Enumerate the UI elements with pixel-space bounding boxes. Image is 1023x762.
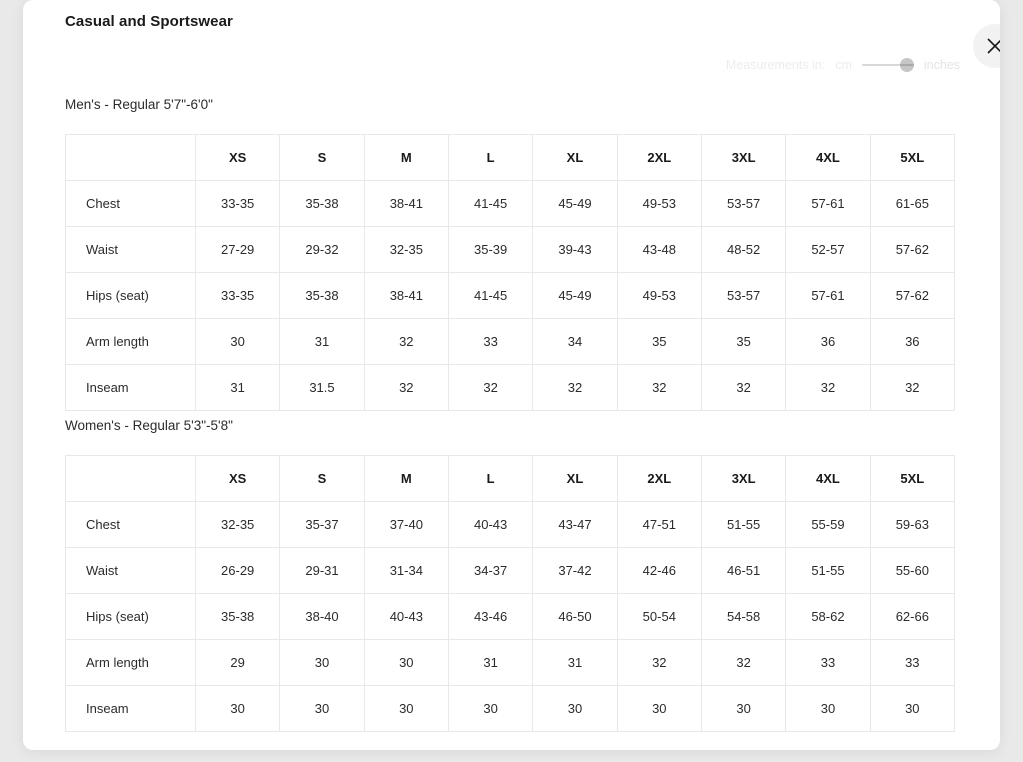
table-cell: 43-46 xyxy=(448,594,532,640)
table-cell: 36 xyxy=(786,319,870,365)
table-row xyxy=(66,319,955,365)
column-header: 3XL xyxy=(701,456,785,502)
column-header: 2XL xyxy=(617,456,701,502)
table-cell: 49-53 xyxy=(617,181,701,227)
table-cell: 43-48 xyxy=(617,227,701,273)
table-cell: 32 xyxy=(448,365,532,411)
table-cell: 40-43 xyxy=(364,594,448,640)
table-cell: 30 xyxy=(870,686,954,732)
column-header: 2XL xyxy=(617,135,701,181)
row-label: Arm length xyxy=(66,640,196,686)
table-cell: 50-54 xyxy=(617,594,701,640)
table-cell: 35 xyxy=(701,319,785,365)
table-cell: 47-51 xyxy=(617,502,701,548)
table-row xyxy=(66,227,955,273)
table-cell: 53-57 xyxy=(701,181,785,227)
table-cell: 30 xyxy=(364,686,448,732)
size-table-men xyxy=(65,134,955,411)
table-cell: 35-39 xyxy=(448,227,532,273)
column-header: S xyxy=(280,456,364,502)
table-cell: 52-57 xyxy=(786,227,870,273)
column-header: XL xyxy=(533,135,617,181)
table-cell: 45-49 xyxy=(533,273,617,319)
table-cell: 33-35 xyxy=(196,273,280,319)
table-cell: 30 xyxy=(196,319,280,365)
column-header xyxy=(66,135,196,181)
table-cell: 34-37 xyxy=(448,548,532,594)
table-cell: 29 xyxy=(196,640,280,686)
table-cell: 40-43 xyxy=(448,502,532,548)
table-row xyxy=(66,502,955,548)
section-heading-women: Women's - Regular 5'3"-5'8" xyxy=(65,418,233,433)
table-cell: 35-37 xyxy=(280,502,364,548)
table-row xyxy=(66,181,955,227)
column-header: XL xyxy=(533,456,617,502)
table-cell: 42-46 xyxy=(617,548,701,594)
column-header xyxy=(66,456,196,502)
table-cell: 32 xyxy=(870,365,954,411)
row-label: Chest xyxy=(66,502,196,548)
table-row xyxy=(66,594,955,640)
table-cell: 57-61 xyxy=(786,181,870,227)
table-cell: 57-62 xyxy=(870,227,954,273)
table-cell: 35-38 xyxy=(280,181,364,227)
table-cell: 46-50 xyxy=(533,594,617,640)
column-header: XS xyxy=(196,135,280,181)
table-cell: 27-29 xyxy=(196,227,280,273)
table-row xyxy=(66,640,955,686)
column-header: 5XL xyxy=(870,135,954,181)
table-cell: 32-35 xyxy=(364,227,448,273)
column-header: 3XL xyxy=(701,135,785,181)
units-label: Measurements in: xyxy=(725,58,826,72)
table-cell: 33 xyxy=(870,640,954,686)
column-header: L xyxy=(448,135,532,181)
table-cell: 38-41 xyxy=(364,273,448,319)
size-guide-modal xyxy=(23,0,1000,750)
table-cell: 62-66 xyxy=(870,594,954,640)
table-cell: 31 xyxy=(533,640,617,686)
table-header-row xyxy=(66,456,955,502)
table-cell: 30 xyxy=(786,686,870,732)
table-row xyxy=(66,365,955,411)
table-cell: 30 xyxy=(617,686,701,732)
table-cell: 31 xyxy=(280,319,364,365)
table-cell: 49-53 xyxy=(617,273,701,319)
table-cell: 38-40 xyxy=(280,594,364,640)
table-cell: 59-63 xyxy=(870,502,954,548)
table-cell: 32 xyxy=(701,365,785,411)
row-label: Hips (seat) xyxy=(66,594,196,640)
column-header: 4XL xyxy=(786,456,870,502)
table-cell: 41-45 xyxy=(448,273,532,319)
units-toggle-switch[interactable] xyxy=(862,58,914,72)
page-title: Casual and Sportswear xyxy=(65,13,233,30)
table-cell: 33-35 xyxy=(196,181,280,227)
table-cell: 30 xyxy=(196,686,280,732)
row-label: Waist xyxy=(66,227,196,273)
column-header: XS xyxy=(196,456,280,502)
size-table-women xyxy=(65,455,955,732)
close-icon xyxy=(985,36,1000,56)
column-header: M xyxy=(364,456,448,502)
table-cell: 31 xyxy=(448,640,532,686)
table-cell: 31 xyxy=(196,365,280,411)
table-cell: 54-58 xyxy=(701,594,785,640)
column-header: 5XL xyxy=(870,456,954,502)
column-header: L xyxy=(448,456,532,502)
row-label: Arm length xyxy=(66,319,196,365)
unit-option-inches[interactable]: inches xyxy=(923,58,960,72)
table-row xyxy=(66,273,955,319)
table-cell: 31-34 xyxy=(364,548,448,594)
table-cell: 32 xyxy=(533,365,617,411)
table-cell: 55-59 xyxy=(786,502,870,548)
table-cell: 36 xyxy=(870,319,954,365)
table-cell: 30 xyxy=(533,686,617,732)
row-label: Inseam xyxy=(66,686,196,732)
table-cell: 55-60 xyxy=(870,548,954,594)
column-header: M xyxy=(364,135,448,181)
table-header-row xyxy=(66,135,955,181)
table-cell: 32 xyxy=(786,365,870,411)
table-cell: 32 xyxy=(364,319,448,365)
row-label: Chest xyxy=(66,181,196,227)
row-label: Waist xyxy=(66,548,196,594)
table-cell: 31.5 xyxy=(280,365,364,411)
table-cell: 32 xyxy=(617,365,701,411)
table-cell: 38-41 xyxy=(364,181,448,227)
table-cell: 57-61 xyxy=(786,273,870,319)
table-cell: 53-57 xyxy=(701,273,785,319)
row-label: Inseam xyxy=(66,365,196,411)
table-cell: 37-40 xyxy=(364,502,448,548)
table-cell: 57-62 xyxy=(870,273,954,319)
unit-option-cm[interactable]: cm xyxy=(835,58,852,72)
table-cell: 30 xyxy=(701,686,785,732)
table-cell: 48-52 xyxy=(701,227,785,273)
table-cell: 32 xyxy=(617,640,701,686)
table-cell: 32-35 xyxy=(196,502,280,548)
table-row xyxy=(66,686,955,732)
table-cell: 51-55 xyxy=(701,502,785,548)
close-button[interactable] xyxy=(973,24,1000,68)
table-cell: 43-47 xyxy=(533,502,617,548)
section-heading-men: Men's - Regular 5'7"-6'0" xyxy=(65,97,213,112)
table-cell: 41-45 xyxy=(448,181,532,227)
table-cell: 30 xyxy=(280,640,364,686)
table-row xyxy=(66,548,955,594)
table-cell: 32 xyxy=(701,640,785,686)
table-cell: 26-29 xyxy=(196,548,280,594)
table-cell: 33 xyxy=(448,319,532,365)
table-cell: 30 xyxy=(280,686,364,732)
table-cell: 34 xyxy=(533,319,617,365)
table-cell: 30 xyxy=(448,686,532,732)
table-cell: 46-51 xyxy=(701,548,785,594)
units-toggle-group[interactable] xyxy=(726,58,960,72)
table-cell: 29-31 xyxy=(280,548,364,594)
table-cell: 61-65 xyxy=(870,181,954,227)
row-label: Hips (seat) xyxy=(66,273,196,319)
column-header: 4XL xyxy=(786,135,870,181)
table-cell: 29-32 xyxy=(280,227,364,273)
table-cell: 37-42 xyxy=(533,548,617,594)
table-cell: 35-38 xyxy=(196,594,280,640)
table-cell: 45-49 xyxy=(533,181,617,227)
table-cell: 32 xyxy=(364,365,448,411)
table-cell: 58-62 xyxy=(786,594,870,640)
table-cell: 30 xyxy=(364,640,448,686)
toggle-knob[interactable] xyxy=(900,58,914,72)
table-cell: 51-55 xyxy=(786,548,870,594)
table-cell: 35 xyxy=(617,319,701,365)
column-header: S xyxy=(280,135,364,181)
table-cell: 39-43 xyxy=(533,227,617,273)
table-cell: 33 xyxy=(786,640,870,686)
table-cell: 35-38 xyxy=(280,273,364,319)
